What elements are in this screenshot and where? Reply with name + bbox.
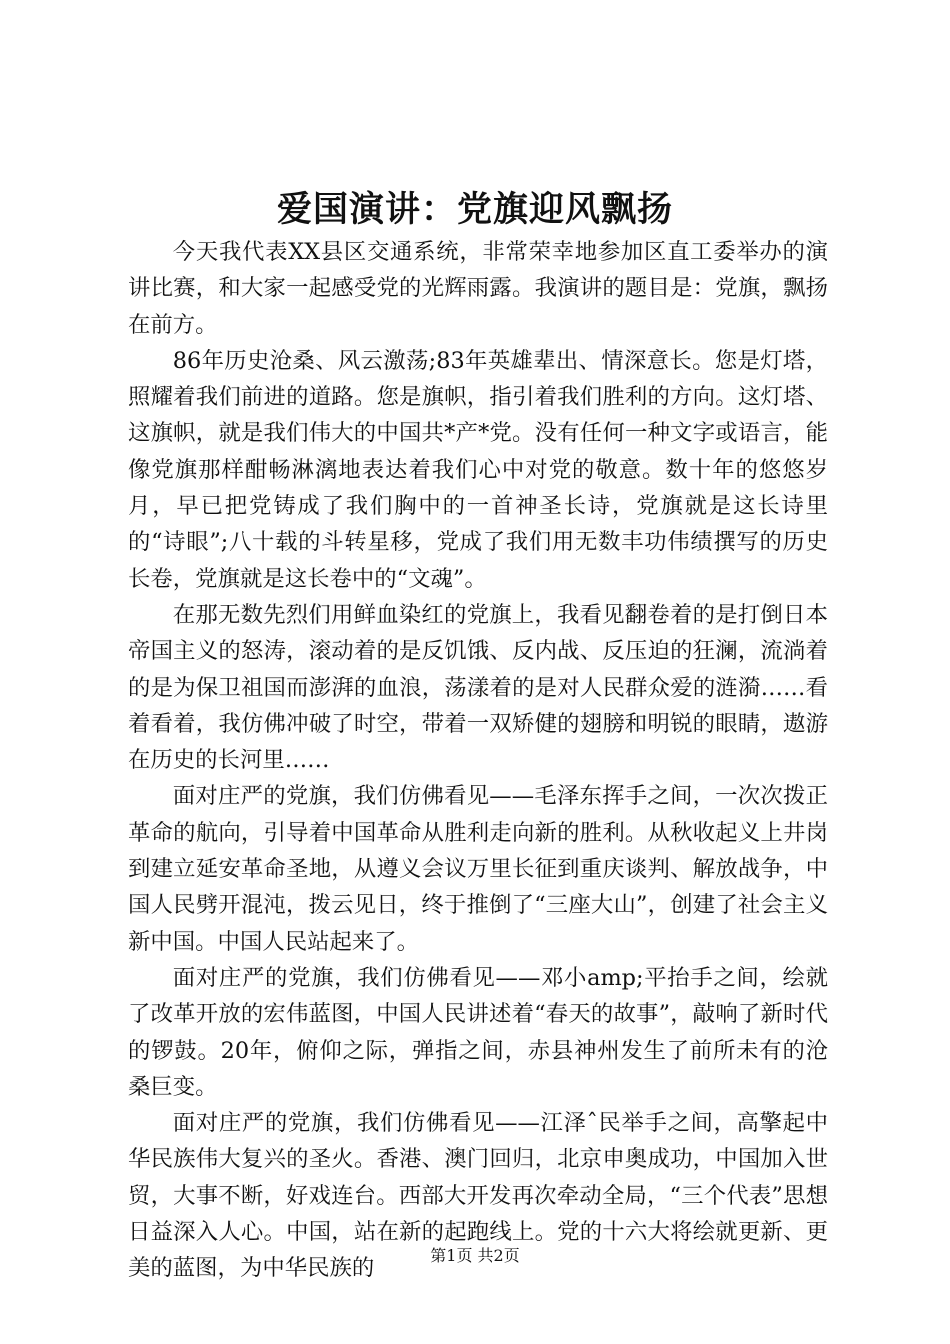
document-body [128,234,828,1287]
paragraph: 今天我代表XX县区交通系统，非常荣幸地参加区直工委举办的演讲比赛，和大家一起感受党的光辉雨露。我演讲的题目是：党旗，飘扬在前方。 [128,239,828,338]
page-number-footer: 第1页 共2页 [430,1246,520,1265]
paragraph: 面对庄严的党旗，我们仿佛看见——江泽ˆ民举手之间，高擎起中华民族伟大复兴的圣火。香港、澳门回归，北京申奥成功，中国加入世贸，大事不断，好戏连台。西部大开发再次牵动全局，“三个代表”思想日益深入人心。中国，站在新的起跑线上。党的十六大将绘就更新、更美的蓝图，为中华民族的 [128,1110,828,1282]
document-title: 爱国演讲：党旗迎风飘扬 [276,189,673,230]
paragraph: 面对庄严的党旗，我们仿佛看见——邓小amp;平抬手之间，绘就了改革开放的宏伟蓝图，中国人民讲述着“春天的故事”，敲响了新时代的锣鼓。20年，俯仰之际，弹指之间，赤县神州发生了前所未有的沧桑巨变。 [128,964,828,1100]
paragraph: 86年历史沧桑、风云激荡;83年英雄辈出、情深意长。您是灯塔，照耀着我们前进的道路。您是旗帜，指引着我们胜利的方向。这灯塔、这旗帜，就是我们伟大的中国共*产*党。没有任何一种文字或语言，能像党旗那样酣畅淋漓地表达着我们心中对党的敬意。数十年的悠悠岁月，早已把党铸成了我们胸中的一首神圣长诗，党旗就是这长诗里的“诗眼”;八十载的斗转星移，党成了我们用无数丰功伟绩撰写的历史长卷，党旗就是这长卷中的“文魂”。 [128,347,828,592]
paragraph: 面对庄严的党旗，我们仿佛看见——毛泽东挥手之间，一次次拨正革命的航向，引导着中国革命从胜利走向新的胜利。从秋收起义上井岗到建立延安革命圣地，从遵义会议万里长征到重庆谈判、解放战争，中国人民劈开混沌，拨云见日，终于推倒了“三座大山”，创建了社会主义新中国。中国人民站起来了。 [128,783,828,955]
paragraph: 在那无数先烈们用鲜血染红的党旗上，我看见翻卷着的是打倒日本帝国主义的怒涛，滚动着的是反饥饿、反内战、反压迫的狂澜，流淌着的是为保卫祖国而澎湃的血浪，荡漾着的是对人民群众爱的涟漪……看着看着，我仿佛冲破了时空，带着一双矫健的翅膀和明锐的眼睛，遨游在历史的长河里…… [128,601,828,774]
